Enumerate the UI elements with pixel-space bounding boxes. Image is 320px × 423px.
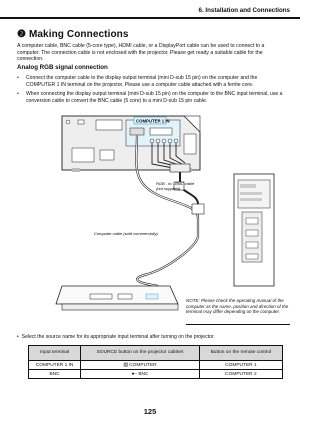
intro-paragraph: A computer cable, BNC cable (5-core type), HDMI cable, or a DisplayPort cable can be used to connect to a computer. The connection cable is not enclosed with the projector. Please get ready a suitable cable for the connection.	[17, 43, 265, 63]
note-text: NOTE: Please check the operating manual of the computer as the name, position and direction of the terminal may differ depending on the computer.	[186, 298, 289, 315]
subheading: Analog RGB signal connection	[17, 64, 108, 71]
column-header: Input terminal	[29, 346, 81, 361]
bnc-connector	[170, 164, 190, 172]
table-cell: COMPUTER 1 IN	[29, 361, 81, 370]
section-header: 6. Installation and Connections	[198, 7, 290, 14]
table-cell	[81, 370, 200, 379]
source-table	[28, 345, 283, 379]
bullet-list	[17, 75, 285, 107]
bullet-item: • When connecting the display output terminal (mini D-sub 15 pin) on the computer to the BNC input terminal, use a conversion cable to convert the BNC cable (5 core) to a mini D-sub 15 pin cable.	[17, 91, 285, 104]
table-header-row	[29, 346, 283, 361]
projector-illustration	[62, 116, 200, 172]
select-source-text: Select the source name for its appropriate input terminal after turning on the projector.	[21, 334, 215, 340]
table-cell-text: BNC	[138, 371, 149, 377]
note-rule	[186, 324, 290, 325]
laptop-illustration	[56, 286, 178, 310]
table-cell: COMPUTER 2	[199, 370, 282, 379]
port-label: COMPUTER 1 IN	[136, 118, 170, 124]
table-cell: BNC	[29, 370, 81, 379]
page-number: 125	[143, 407, 157, 416]
dsub-connector	[192, 204, 204, 214]
rgb-cable-label: RGB - to - BNC cable	[156, 181, 195, 186]
table-row	[29, 361, 283, 370]
bnc-icon: ●–	[131, 371, 139, 377]
bullet-item: • Connect the computer cable to the display output terminal (mini D-sub 15 pin) on the computer and the COMPUTER 1 IN terminal on the projector. Please use a computer cable attached with a ferrite core.	[17, 75, 285, 88]
computer-cable-label: Computer cable (sold commercially)	[94, 231, 158, 236]
column-header: Button on the remote control	[199, 346, 282, 361]
rgb-cable-note: (not supplied)	[156, 186, 181, 191]
select-source-instruction	[17, 334, 287, 340]
table-cell: COMPUTER 1	[199, 361, 282, 370]
connection-diagram	[48, 108, 278, 320]
column-header: SOURCE button on the projector cabinet	[81, 346, 200, 361]
header-rule	[0, 17, 300, 19]
title-text: Making Connections	[28, 29, 129, 40]
page-header	[0, 0, 300, 17]
table-row	[29, 370, 283, 379]
computer-icon: ▨	[123, 362, 130, 368]
computer-tower-illustration	[234, 174, 274, 286]
title-number: ❷	[17, 29, 27, 40]
table-cell-text: COMPUTER	[129, 362, 157, 368]
table-cell	[81, 361, 200, 370]
page-title	[17, 29, 129, 40]
bullet-dot: •	[17, 334, 22, 340]
